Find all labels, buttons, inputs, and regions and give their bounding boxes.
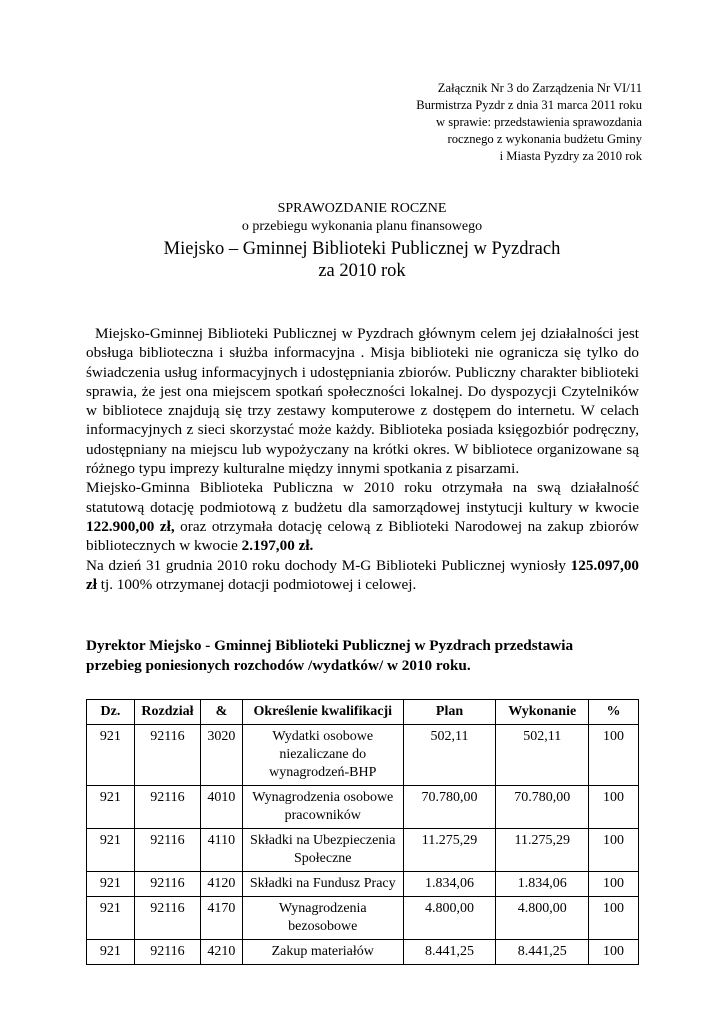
cell-description: Wynagrodzenia bezosobowe: [242, 897, 403, 940]
amount-subsidy: 122.900,00 zł,: [86, 517, 175, 535]
cell-plan: 11.275,29: [403, 829, 496, 872]
table-row: [87, 786, 639, 829]
header-dz: Dz.: [87, 700, 135, 725]
cell-description: Wynagrodzenia osobowe pracowników: [242, 786, 403, 829]
annex-line: rocznego z wykonania budżetu Gminy: [447, 132, 642, 146]
cell-plan: 502,11: [403, 725, 496, 786]
body-paragraph-1: Miejsko-Gminnej Biblioteki Publicznej w Pyzdrach głównym celem jej działalności jest obsługa biblioteczna i służba informacyjna . Misja biblioteki nie ogranicza się tylko do świadczenia usług informacyjnych i udostępniania zbiorów. Publiczny charakter biblioteki sprawia, że jest ona miejscem spotkań społeczności lokalnej. Do dyspozycji Czytelników w bibliotece znajdują się trzy zestawy komputerowe z dostępem do internetu. W celach informacyjnych z sieci skorzystać może każdy. Biblioteka posiada księgozbiór podręczny, udostępniany na miejscu lub wypożyczany na krótki okres. W bibliotece organizowane są różnego typu imprezy kulturalne między innymi spotkania z pisarzami.: [86, 325, 639, 478]
cell-execution: 502,11: [496, 725, 589, 786]
director-line-1: Dyrektor Miejsko - Gminnej Biblioteki Publicznej w Pyzdrach przedstawia: [86, 637, 574, 654]
cell-dz: 921: [87, 786, 135, 829]
table-header-row: [87, 700, 639, 725]
cell-rozdzial: 92116: [134, 897, 200, 940]
cell-plan: 1.834,06: [403, 872, 496, 897]
cell-percent: 100: [589, 940, 639, 965]
cell-execution: 8.441,25: [496, 940, 589, 965]
annex-line: Burmistrza Pyzdr z dnia 31 marca 2011 roku: [416, 98, 642, 112]
amount-targeted-grant: 2.197,00 zł.: [241, 537, 314, 555]
header-plan: Plan: [403, 700, 496, 725]
cell-percent: 100: [589, 786, 639, 829]
director-statement: [86, 636, 646, 676]
cell-plan: 8.441,25: [403, 940, 496, 965]
cell-paragraph: 4010: [201, 786, 243, 829]
cell-paragraph: 4210: [201, 940, 243, 965]
cell-execution: 4.800,00: [496, 897, 589, 940]
cell-paragraph: 4110: [201, 829, 243, 872]
annex-line: Załącznik Nr 3 do Zarządzenia Nr VI/11: [437, 81, 642, 95]
cell-paragraph: 4170: [201, 897, 243, 940]
header-description: Określenie kwalifikacji: [242, 700, 403, 725]
cell-percent: 100: [589, 872, 639, 897]
cell-paragraph: 4120: [201, 872, 243, 897]
paragraph-2-text-a: Miejsko-Gminna Biblioteka Publiczna w 2010 roku otrzymała na swą działalność statutową dotację podmiotową z budżetu dla samorządowej instytucji kultury w kwocie: [86, 479, 639, 516]
cell-dz: 921: [87, 725, 135, 786]
paragraph-3-text-b: tj. 100% otrzymanej dotacji podmiotowej i celowej.: [96, 575, 417, 593]
annex-line: w sprawie: przedstawienia sprawozdania: [436, 115, 642, 129]
cell-percent: 100: [589, 829, 639, 872]
title-line-1: SPRAWOZDANIE ROCZNE: [277, 201, 447, 216]
cell-rozdzial: 92116: [134, 872, 200, 897]
cell-percent: 100: [589, 725, 639, 786]
table-row: [87, 829, 639, 872]
cell-description: Zakup materiałów: [242, 940, 403, 965]
cell-execution: 70.780,00: [496, 786, 589, 829]
header-rozdzial: Rozdział: [134, 700, 200, 725]
title-line-2: o przebiegu wykonania planu finansowego: [241, 219, 483, 234]
cell-description: Składki na Ubezpieczenia Społeczne: [242, 829, 403, 872]
expenditure-table: [86, 699, 639, 965]
cell-rozdzial: 92116: [134, 829, 200, 872]
cell-rozdzial: 92116: [134, 786, 200, 829]
report-body: [86, 324, 639, 594]
header-execution: Wykonanie: [496, 700, 589, 725]
cell-description: Składki na Fundusz Pracy: [242, 872, 403, 897]
table-row: [87, 872, 639, 897]
cell-rozdzial: 92116: [134, 940, 200, 965]
header-paragraph: &: [201, 700, 243, 725]
report-title: [60, 200, 664, 282]
title-line-3: Miejsko – Gminnej Biblioteki Publicznej w Pyzdrach: [163, 239, 561, 259]
paragraph-2-text-b: oraz otrzymała dotację celową z Biblioteki Narodowej na zakup zbiorów bibliotecznych w kwocie: [86, 517, 639, 555]
cell-rozdzial: 92116: [134, 725, 200, 786]
cell-dz: 921: [87, 829, 135, 872]
cell-execution: 11.275,29: [496, 829, 589, 872]
cell-description: Wydatki osobowe niezaliczane do wynagrodzeń-BHP: [242, 725, 403, 786]
paragraph-3-text-a: Na dzień 31 grudnia 2010 roku dochody M-G Biblioteki Publicznej wyniosły: [86, 556, 571, 574]
cell-dz: 921: [87, 897, 135, 940]
title-line-4: za 2010 rok: [318, 261, 406, 281]
cell-plan: 70.780,00: [403, 786, 496, 829]
cell-dz: 921: [87, 940, 135, 965]
cell-plan: 4.800,00: [403, 897, 496, 940]
body-paragraph-3: [86, 556, 639, 595]
amount-total-income: 125.097,00 zł: [86, 556, 639, 593]
director-line-2: przebieg poniesionych rozchodów /wydatków/ w 2010 roku.: [86, 657, 471, 674]
header-percent: %: [589, 700, 639, 725]
body-paragraph-2: [86, 478, 639, 555]
cell-dz: 921: [87, 872, 135, 897]
table-row: [87, 897, 639, 940]
table-row: [87, 940, 639, 965]
cell-percent: 100: [589, 897, 639, 940]
annex-reference: [340, 80, 642, 165]
annex-line: i Miasta Pyzdry za 2010 rok: [499, 149, 642, 163]
table-row: [87, 725, 639, 786]
cell-execution: 1.834,06: [496, 872, 589, 897]
cell-paragraph: 3020: [201, 725, 243, 786]
